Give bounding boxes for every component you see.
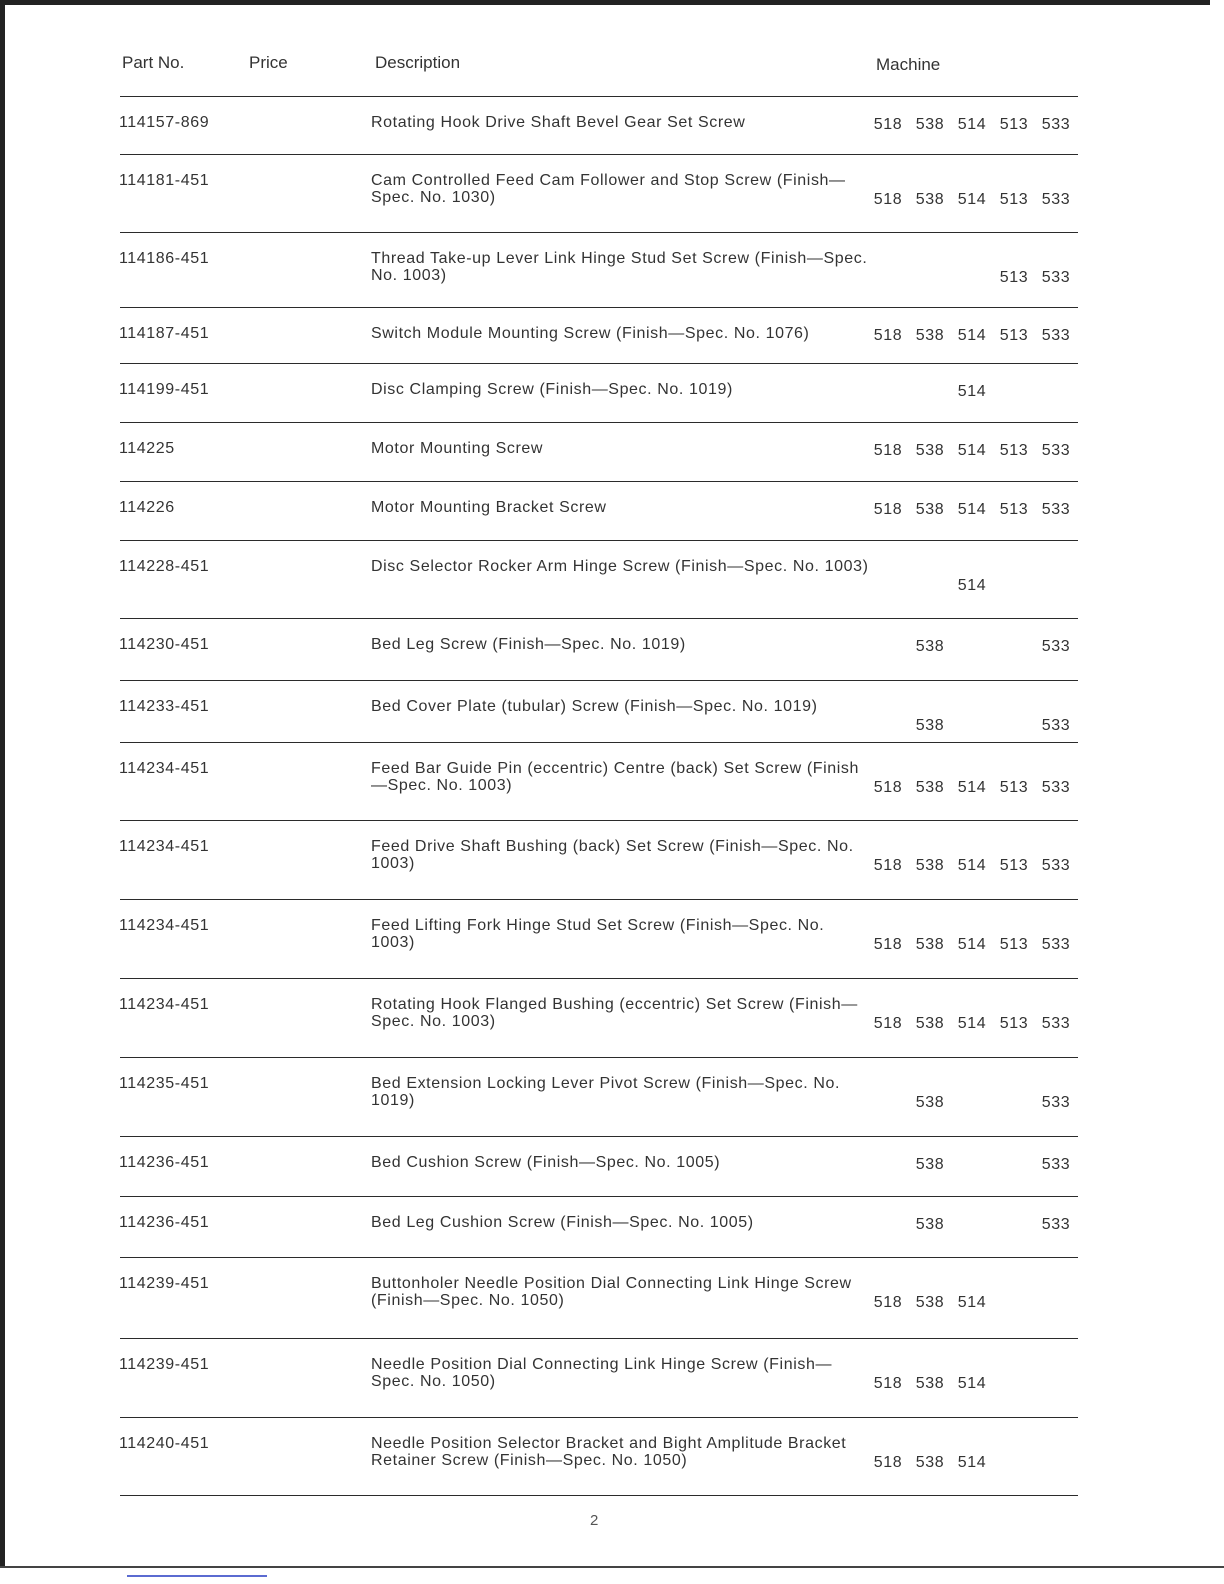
machine-model: 513 xyxy=(999,191,1029,208)
machine-list xyxy=(0,540,1224,618)
machine-model: 513 xyxy=(999,442,1029,459)
machine-model: 538 xyxy=(915,1094,945,1111)
machine-list xyxy=(0,96,1224,154)
table-row xyxy=(0,1338,1224,1417)
machine-model: 513 xyxy=(999,857,1029,874)
part-number: 114239-451 xyxy=(119,1356,210,1373)
machine-model: 533 xyxy=(1041,1015,1071,1032)
part-description: Motor Mounting Bracket Screw xyxy=(371,499,607,516)
machine-model: 533 xyxy=(1041,269,1071,286)
part-number: 114187-451 xyxy=(119,325,210,342)
scan-edge-bottom xyxy=(0,1566,1224,1568)
machine-list xyxy=(0,363,1224,422)
machine-list xyxy=(0,422,1224,481)
machine-model: 513 xyxy=(999,501,1029,518)
machine-model: 513 xyxy=(999,936,1029,953)
part-description: Bed Leg Cushion Screw (Finish—Spec. No. 1005) xyxy=(371,1214,754,1231)
machine-model: 514 xyxy=(957,327,987,344)
table-row xyxy=(0,618,1224,680)
table-row xyxy=(0,307,1224,363)
machine-model: 533 xyxy=(1041,857,1071,874)
part-number: 114234-451 xyxy=(119,760,210,777)
machine-model: 538 xyxy=(915,779,945,796)
machine-model: 518 xyxy=(873,936,903,953)
part-description: Disc Selector Rocker Arm Hinge Screw (Finish—Spec. No. 1003) xyxy=(371,558,869,575)
machine-list xyxy=(0,481,1224,540)
machine-model: 514 xyxy=(957,191,987,208)
page-number: 2 xyxy=(590,1512,599,1529)
machine-model: 513 xyxy=(999,1015,1029,1032)
table-row xyxy=(0,96,1224,154)
machine-list xyxy=(0,618,1224,680)
machine-model: 538 xyxy=(915,717,945,734)
part-number: 114239-451 xyxy=(119,1275,210,1292)
machine-model: 518 xyxy=(873,191,903,208)
part-description: Feed Drive Shaft Bushing (back) Set Screw (Finish—Spec. No. 1003) xyxy=(371,838,854,872)
machine-model: 514 xyxy=(957,857,987,874)
part-number: 114228-451 xyxy=(119,558,210,575)
table-row xyxy=(0,742,1224,820)
machine-list xyxy=(0,1057,1224,1136)
machine-list xyxy=(0,1417,1224,1495)
machine-model: 514 xyxy=(957,936,987,953)
machine-model: 514 xyxy=(957,1294,987,1311)
part-number: 114240-451 xyxy=(119,1435,210,1452)
table-row xyxy=(0,820,1224,899)
machine-model: 538 xyxy=(915,327,945,344)
machine-model: 533 xyxy=(1041,1216,1071,1233)
machine-list xyxy=(0,899,1224,978)
part-description: Needle Position Dial Connecting Link Hinge Screw (Finish—Spec. No. 1050) xyxy=(371,1356,833,1390)
machine-model: 518 xyxy=(873,1375,903,1392)
machine-model: 533 xyxy=(1041,779,1071,796)
machine-model: 533 xyxy=(1041,442,1071,459)
machine-model: 518 xyxy=(873,327,903,344)
part-description: Switch Module Mounting Screw (Finish—Spec. No. 1076) xyxy=(371,325,810,342)
machine-model: 538 xyxy=(915,1216,945,1233)
part-description: Bed Leg Screw (Finish—Spec. No. 1019) xyxy=(371,636,686,653)
machine-list xyxy=(0,154,1224,232)
machine-model: 538 xyxy=(915,1015,945,1032)
machine-model: 513 xyxy=(999,327,1029,344)
machine-model: 514 xyxy=(957,577,987,594)
machine-model: 533 xyxy=(1041,638,1071,655)
part-description: Rotating Hook Drive Shaft Bevel Gear Set Screw xyxy=(371,114,746,131)
machine-model: 513 xyxy=(999,269,1029,286)
machine-model: 518 xyxy=(873,116,903,133)
machine-list xyxy=(0,742,1224,820)
part-description: Bed Cover Plate (tubular) Screw (Finish—Spec. No. 1019) xyxy=(371,698,818,715)
machine-model: 533 xyxy=(1041,116,1071,133)
machine-model: 518 xyxy=(873,501,903,518)
table-row xyxy=(0,1057,1224,1136)
machine-model: 538 xyxy=(915,936,945,953)
machine-model: 514 xyxy=(957,1375,987,1392)
table-row xyxy=(0,422,1224,481)
machine-model: 518 xyxy=(873,1015,903,1032)
table-row xyxy=(0,978,1224,1057)
machine-model: 533 xyxy=(1041,1094,1071,1111)
machine-model: 514 xyxy=(957,1454,987,1471)
machine-list xyxy=(0,1338,1224,1417)
machine-list xyxy=(0,1257,1224,1338)
machine-model: 518 xyxy=(873,442,903,459)
part-description: Feed Bar Guide Pin (eccentric) Centre (back) Set Screw (Finish—Spec. No. 1003) xyxy=(371,760,860,794)
part-description: Needle Position Selector Bracket and Bight Amplitude Bracket Retainer Screw (Finish—Spec. No. 1050) xyxy=(371,1435,847,1469)
machine-model: 538 xyxy=(915,501,945,518)
table-row xyxy=(0,540,1224,618)
machine-model: 533 xyxy=(1041,501,1071,518)
part-description: Feed Lifting Fork Hinge Stud Set Screw (Finish—Spec. No. 1003) xyxy=(371,917,825,951)
machine-model: 533 xyxy=(1041,717,1071,734)
machine-list xyxy=(0,820,1224,899)
machine-list xyxy=(0,307,1224,363)
header-description: Description xyxy=(375,53,461,72)
part-description: Bed Cushion Screw (Finish—Spec. No. 1005) xyxy=(371,1154,721,1171)
part-number: 114236-451 xyxy=(119,1214,210,1231)
footer-underline xyxy=(127,1575,267,1577)
machine-model: 538 xyxy=(915,638,945,655)
part-number: 114199-451 xyxy=(119,381,210,398)
row-divider xyxy=(120,1495,1078,1496)
part-number: 114157-869 xyxy=(119,114,210,131)
part-description: Disc Clamping Screw (Finish—Spec. No. 1019) xyxy=(371,381,733,398)
machine-model: 514 xyxy=(957,1015,987,1032)
machine-model: 514 xyxy=(957,116,987,133)
machine-model: 538 xyxy=(915,1156,945,1173)
table-row xyxy=(0,1257,1224,1338)
machine-model: 514 xyxy=(957,383,987,400)
machine-model: 533 xyxy=(1041,191,1071,208)
machine-model: 538 xyxy=(915,116,945,133)
machine-model: 513 xyxy=(999,116,1029,133)
machine-list xyxy=(0,680,1224,742)
part-description: Bed Extension Locking Lever Pivot Screw (Finish—Spec. No. 1019) xyxy=(371,1075,841,1109)
part-description: Thread Take-up Lever Link Hinge Stud Set Screw (Finish—Spec. No. 1003) xyxy=(371,250,868,284)
machine-list xyxy=(0,978,1224,1057)
part-description: Rotating Hook Flanged Bushing (eccentric) Set Screw (Finish—Spec. No. 1003) xyxy=(371,996,858,1030)
table-row xyxy=(0,1417,1224,1495)
part-number: 114186-451 xyxy=(119,250,210,267)
machine-model: 513 xyxy=(999,779,1029,796)
machine-list xyxy=(0,232,1224,307)
part-number: 114230-451 xyxy=(119,636,210,653)
part-number: 114234-451 xyxy=(119,917,210,934)
machine-model: 518 xyxy=(873,857,903,874)
machine-list xyxy=(0,1136,1224,1196)
table-row xyxy=(0,1196,1224,1257)
table-row xyxy=(0,481,1224,540)
part-description: Motor Mounting Screw xyxy=(371,440,544,457)
part-description: Cam Controlled Feed Cam Follower and Stop Screw (Finish—Spec. No. 1030) xyxy=(371,172,846,206)
header-price: Price xyxy=(249,53,288,72)
part-number: 114235-451 xyxy=(119,1075,210,1092)
part-number: 114234-451 xyxy=(119,838,210,855)
machine-model: 514 xyxy=(957,501,987,518)
table-row xyxy=(0,154,1224,232)
machine-model: 518 xyxy=(873,779,903,796)
part-number: 114225 xyxy=(119,440,175,457)
machine-model: 518 xyxy=(873,1454,903,1471)
table-row xyxy=(0,899,1224,978)
part-number: 114233-451 xyxy=(119,698,210,715)
part-number: 114236-451 xyxy=(119,1154,210,1171)
machine-model: 533 xyxy=(1041,327,1071,344)
part-number: 114234-451 xyxy=(119,996,210,1013)
machine-model: 538 xyxy=(915,1454,945,1471)
machine-model: 538 xyxy=(915,191,945,208)
part-number: 114226 xyxy=(119,499,175,516)
table-row xyxy=(0,680,1224,742)
table-header xyxy=(0,0,1224,95)
table-row xyxy=(0,363,1224,422)
machine-model: 514 xyxy=(957,442,987,459)
machine-model: 538 xyxy=(915,1375,945,1392)
machine-model: 518 xyxy=(873,1294,903,1311)
machine-list xyxy=(0,1196,1224,1257)
header-machine: Machine xyxy=(876,55,941,74)
table-row xyxy=(0,1136,1224,1196)
table-row xyxy=(0,232,1224,307)
machine-model: 538 xyxy=(915,857,945,874)
machine-model: 533 xyxy=(1041,936,1071,953)
part-number: 114181-451 xyxy=(119,172,210,189)
header-part-no: Part No. xyxy=(122,53,185,72)
part-description: Buttonholer Needle Position Dial Connecting Link Hinge Screw (Finish—Spec. No. 1050) xyxy=(371,1275,852,1309)
machine-model: 514 xyxy=(957,779,987,796)
machine-model: 533 xyxy=(1041,1156,1071,1173)
machine-model: 538 xyxy=(915,442,945,459)
machine-model: 538 xyxy=(915,1294,945,1311)
